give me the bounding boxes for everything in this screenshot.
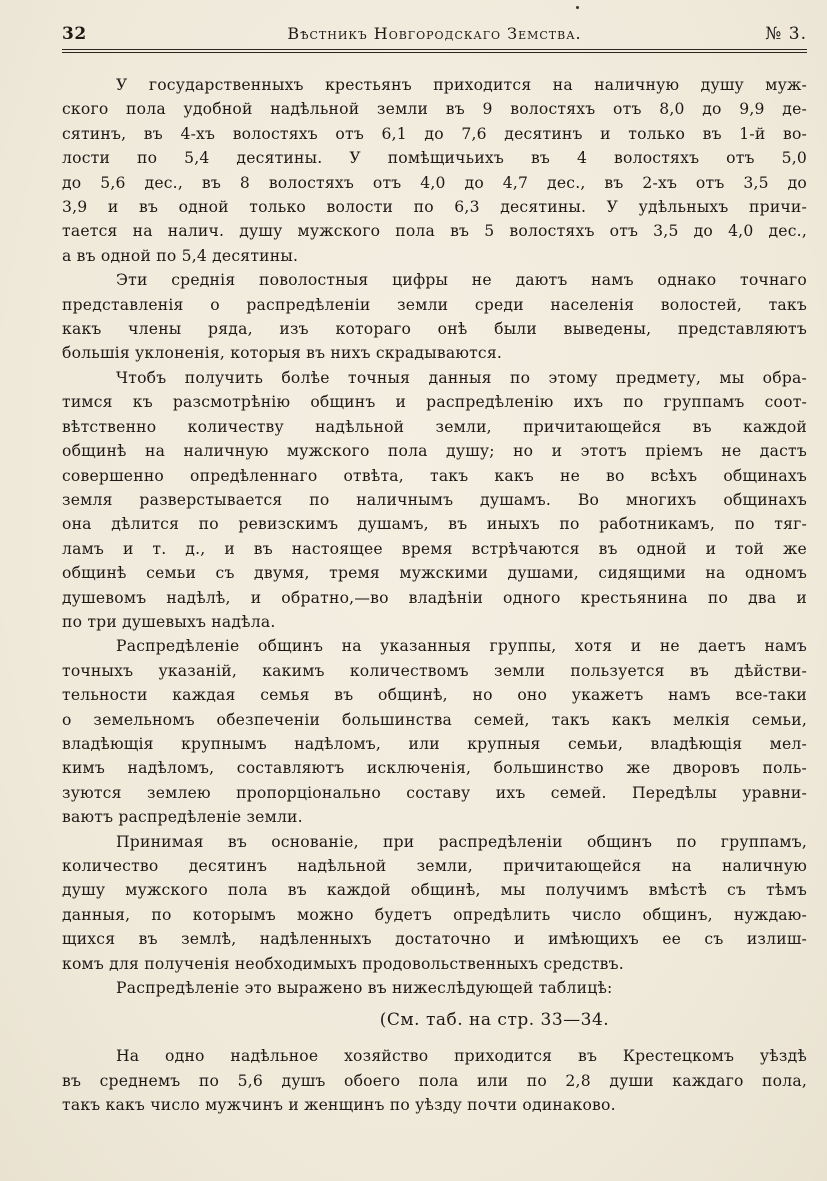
text-line: точныхъ указаній, какимъ количествомъ земли пользуется въ дѣйстви- [62,661,807,680]
text-line: тимся къ разсмотрѣнію общинъ и распредѣленію ихъ по группамъ соот- [62,393,807,412]
text-line: она дѣлится по ревизскимъ душамъ, въ иныхъ по работникамъ, по тяг- [62,515,807,534]
text-line: На одно надѣльное хозяйство приходится въ Крестецкомъ уѣздѣ [116,1047,807,1065]
text-line: Принимая въ основаніе, при распредѣленіи общинъ по группамъ, [116,832,807,851]
text-line: лости по 5,4 десятины. У помѣщичьихъ въ 4 волостяхъ отъ 5,0 [62,149,807,168]
paragraph [62,73,807,268]
text-line: по три душевыхъ надѣла. [62,612,276,631]
page-number: 32 [62,24,87,44]
paragraph [62,1044,807,1118]
text-line: данныя, по которымъ можно будетъ опредѣлить число общинъ, нуждаю- [62,905,807,924]
text-line: большія уклоненія, которыя въ нихъ скрадываются. [62,344,503,363]
text-line: ламъ и т. д., и въ настоящее время встрѣчаются въ одной и той же [62,539,807,558]
text-line: кимъ надѣломъ, составляютъ исключенія, большинство же дворовъ поль- [62,759,807,778]
paragraph [62,976,807,1000]
text-line: совершенно опредѣленнаго отвѣта, такъ какъ не во всѣхъ общинахъ [62,466,807,485]
text-line: владѣющія крупнымъ надѣломъ, или крупныя семьи, владѣющія мел- [62,734,807,753]
text-line: комъ для полученія необходимыхъ продовольственныхъ средствъ. [62,954,624,973]
text-line: Чтобъ получить болѣе точныя данныя по этому предмету, мы обра- [116,368,807,387]
text-line: сятинъ, въ 4-хъ волостяхъ отъ 6,1 до 7,6 десятинъ и только въ 1-й во- [62,124,807,143]
body-text [62,73,807,1000]
text-line: вѣтственно количеству надѣльной земли, причитающейся въ каждой [62,417,807,436]
header-rule-thin [62,52,807,53]
text-line: зуются землею пропорціонально составу ихъ семей. Передѣлы уравни- [62,783,807,802]
text-line: щихся въ землѣ, надѣленныхъ достаточно и имѣющихъ ее съ излиш- [62,930,807,949]
journal-title: Вѣстникъ Новгородскаго Земства. [287,24,582,43]
text-line: о земельномъ обезпеченіи большинства семей, такъ какъ мелкія семьи, [62,710,807,729]
text-line: какъ члены ряда, изъ котораго онѣ были выведены, представляютъ [62,320,807,339]
text-line: земля разверстывается по наличнымъ душамъ. Во многихъ общинахъ [62,490,807,509]
paragraph [62,634,807,829]
text-line: тается на налич. душу мужского пола въ 5 волостяхъ отъ 3,5 до 4,0 дес., [62,222,807,241]
text-line: въ среднемъ по 5,6 душъ обоего пола или по 2,8 души каждаго пола, [62,1071,807,1090]
text-line: количество десятинъ надѣльной земли, причитающейся на наличную [62,857,807,875]
paragraph [62,366,807,634]
text-line: общинѣ семьи съ двумя, тремя мужскими душами, сидящими на одномъ [62,564,807,583]
table-reference: (См. таб. на стр. 33—34. [379,1010,610,1030]
paragraph [62,268,807,366]
final-paragraph [62,1044,807,1118]
text-line: ваютъ распредѣленіе земли. [62,808,303,827]
text-line: 3,9 и въ одной только волости по 6,3 десятины. У удѣльныхъ причи- [62,198,807,217]
paragraph [62,830,807,976]
issue-number: № 3. [765,24,807,44]
text-line: душевомъ надѣлѣ, и обратно,—во владѣніи одного крестьянина по два и [62,588,807,607]
text-line: представленія о распредѣленіи земли среди населенія волостей, такъ [62,295,807,314]
text-line: Эти среднія поволостныя цифры не даютъ намъ однако точнаго [116,271,807,290]
text-line: душу мужского пола въ каждой общинѣ, мы получимъ вмѣстѣ съ тѣмъ [62,881,807,900]
text-line: тельности каждая семья въ общинѣ, но оно укажетъ намъ все-таки [62,686,807,705]
text-line: Распредѣленіе это выражено въ нижеслѣдующей таблицѣ: [116,979,613,998]
print-speck [576,6,579,9]
text-line: У государственныхъ крестьянъ приходится на наличную душу муж- [116,76,807,94]
text-line: до 5,6 дес., въ 8 волостяхъ отъ 4,0 до 4,7 дес., въ 2-хъ отъ 3,5 до [62,173,807,192]
text-line: общинѣ на наличную мужского пола душу; но и этотъ пріемъ не дастъ [62,442,807,461]
text-line: ского пола удобной надѣльной земли въ 9 волостяхъ отъ 8,0 до 9,9 де- [62,100,807,119]
text-line: Распредѣленіе общинъ на указанныя группы, хотя и не даетъ намъ [116,637,807,656]
header-rule [62,49,807,50]
text-line: такъ какъ число мужчинъ и женщинъ по уѣзду почти одинаково. [62,1096,616,1115]
page-header [62,22,807,48]
text-line: а въ одной по 5,4 десятины. [62,246,299,265]
